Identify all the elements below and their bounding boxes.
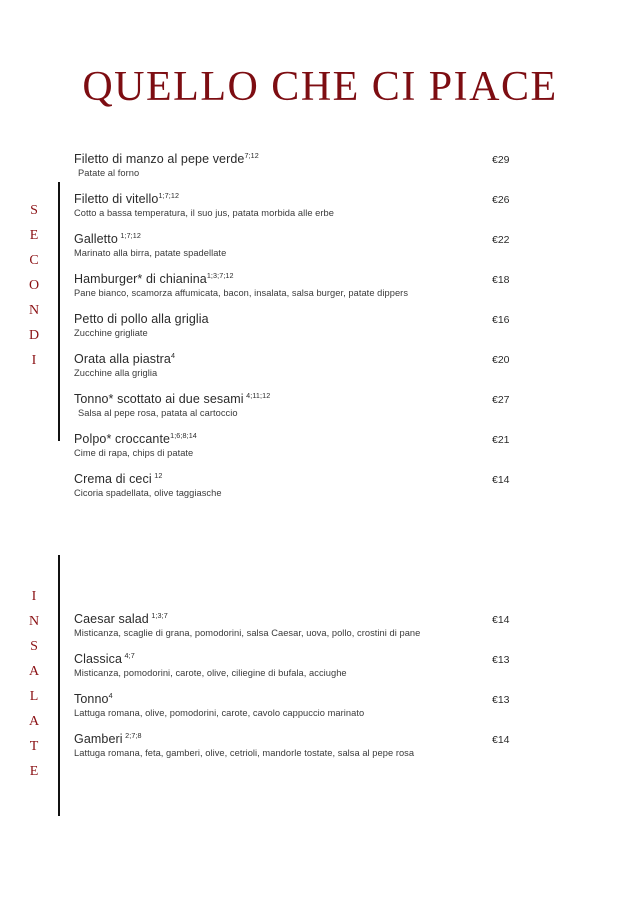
menu-item-row <box>74 272 526 286</box>
menu-item-name: Tonno* scottato ai due sesami $^{4;11;12}$ <box>74 390 271 406</box>
menu-item-price: €13 <box>492 694 510 706</box>
menu-item-row <box>74 232 526 246</box>
allergen-superscript: 1;7;12 <box>120 230 141 240</box>
section-divider-insalate <box>58 555 60 816</box>
menu-item-name: Tonno$^4$ <box>74 690 113 706</box>
allergen-superscript: 7;12 <box>244 150 259 160</box>
menu-item-price: €22 <box>492 234 510 246</box>
allergen-superscript: 4 <box>170 350 176 360</box>
menu-item-description: Lattuga romana, feta, gamberi, olive, cetrioli, mandorle tostate, salsa al pepe rosa <box>74 748 415 758</box>
allergen-superscript: 4 <box>108 690 113 700</box>
section-label-letter: E <box>29 228 39 243</box>
menu-item <box>74 192 526 218</box>
menu-item-name: Gamberi $^{2;7;8}$ <box>74 730 142 746</box>
section-label-letter: I <box>31 589 37 604</box>
menu-item-name: Petto di pollo alla griglia <box>74 312 209 326</box>
section-divider-secondi <box>58 182 60 441</box>
menu-item-row <box>74 692 526 706</box>
menu-item-price: €18 <box>492 274 510 286</box>
menu-item-name: Classica $^{4;7}$ <box>74 650 135 666</box>
menu-item <box>74 352 526 378</box>
menu-item-price: €16 <box>492 314 510 326</box>
menu-item-row <box>74 432 526 446</box>
menu-item <box>74 392 526 418</box>
menu-item-description: Cicoria spadellata, olive taggiasche <box>74 488 222 498</box>
section-label-letter: D <box>28 328 40 343</box>
menu-item-price: €14 <box>492 614 510 626</box>
menu-item-price: €14 <box>492 474 510 486</box>
menu-item-row <box>74 472 526 486</box>
menu-item <box>74 152 526 178</box>
menu-item-name: Hamburger* di chianina$^{1;3;7;12}$ <box>74 270 234 286</box>
menu-item-name: Filetto di manzo al pepe verde$^{7;12}$ <box>74 150 259 166</box>
menu-item-description: Cime di rapa, chips di patate <box>74 448 194 458</box>
menu-item-description: Misticanza, pomodorini, carote, olive, ciliegine di bufala, acciughe <box>74 668 347 678</box>
allergen-superscript: 1;3;7;12 <box>206 270 234 280</box>
section-label-letter: T <box>29 739 39 754</box>
menu-item-description: Marinato alla birra, patate spadellate <box>74 248 227 258</box>
allergen-superscript: 2;7;8 <box>125 730 142 740</box>
section-label-letter: N <box>28 303 40 318</box>
section-label-letter: A <box>28 714 40 729</box>
menu-item <box>74 692 526 718</box>
page-title: QUELLO CHE CI PIACE <box>82 64 558 110</box>
allergen-superscript: 1;7;12 <box>158 190 180 200</box>
menu-item <box>74 732 526 758</box>
menu-item-description: Zucchine grigliate <box>74 328 148 338</box>
menu-item <box>74 652 526 678</box>
menu-item-price: €29 <box>492 154 510 166</box>
menu-item-description: Cotto a bassa temperatura, il suo jus, patata morbida alle erbe <box>74 208 334 218</box>
section-label-letter: N <box>28 614 40 629</box>
section-label-letter: E <box>29 764 39 779</box>
allergen-superscript: 4;7 <box>124 650 135 660</box>
menu-item-name: Polpo* croccante$^{1;6;8;14}$ <box>74 430 197 446</box>
allergen-superscript: 4;11;12 <box>246 390 271 400</box>
menu-item-price: €26 <box>492 194 510 206</box>
allergen-superscript: 1;3;7 <box>151 610 168 620</box>
menu-item-description: Pane bianco, scamorza affumicata, bacon, insalata, salsa burger, patate dippers <box>74 288 409 298</box>
menu-item-row <box>74 392 526 406</box>
menu-item-description: Salsa al pepe rosa, patata al cartoccio <box>78 408 238 418</box>
menu-item-row <box>74 732 526 746</box>
menu-item-list-insalate <box>74 612 526 758</box>
menu-item-name: Galletto $^{1;7;12}$ <box>74 230 141 246</box>
menu-item <box>74 312 526 338</box>
menu-item <box>74 612 526 638</box>
menu-item <box>74 432 526 458</box>
section-label-letter: L <box>29 689 39 704</box>
section-label-letter: S <box>30 203 38 218</box>
menu-item-row <box>74 192 526 206</box>
menu-item-row <box>74 352 526 366</box>
menu-item-name: Filetto di vitello$^{1;7;12}$ <box>74 190 180 206</box>
menu-item <box>74 472 526 498</box>
menu-item-row <box>74 652 526 666</box>
section-label-letter: C <box>29 253 39 268</box>
allergen-superscript: 1;6;8;14 <box>170 430 197 440</box>
menu-item-description: Patate al forno <box>78 168 140 178</box>
menu-item-price: €21 <box>492 434 510 446</box>
menu-item-description: Misticanza, scaglie di grana, pomodorini, salsa Caesar, uova, pollo, crostini di pane <box>74 628 421 638</box>
menu-item <box>74 272 526 298</box>
menu-item-list-secondi <box>74 152 526 498</box>
menu-item-price: €20 <box>492 354 510 366</box>
menu-item-description: Zucchine alla griglia <box>74 368 158 378</box>
menu-item-name: Crema di ceci $^{12}$ <box>74 470 163 486</box>
section-label-letter: O <box>28 278 40 293</box>
menu-item-name: Orata alla piastra$^4$ <box>74 350 176 366</box>
menu-item-price: €27 <box>492 394 510 406</box>
menu-item-row <box>74 612 526 626</box>
menu-item-description: Lattuga romana, olive, pomodorini, carote, cavolo cappuccio marinato <box>74 708 365 718</box>
section-label-letter: I <box>31 353 37 368</box>
section-label-letter: S <box>30 639 38 654</box>
menu-item-row <box>74 312 526 326</box>
menu-item-name: Caesar salad $^{1;3;7}$ <box>74 610 168 626</box>
section-label-insalate <box>22 584 46 784</box>
section-label-letter: A <box>28 664 40 679</box>
section-label-secondi <box>22 198 46 373</box>
menu-item-row <box>74 152 526 166</box>
allergen-superscript: 12 <box>154 470 163 480</box>
menu-item <box>74 232 526 258</box>
menu-item-price: €14 <box>492 734 510 746</box>
menu-item-price: €13 <box>492 654 510 666</box>
